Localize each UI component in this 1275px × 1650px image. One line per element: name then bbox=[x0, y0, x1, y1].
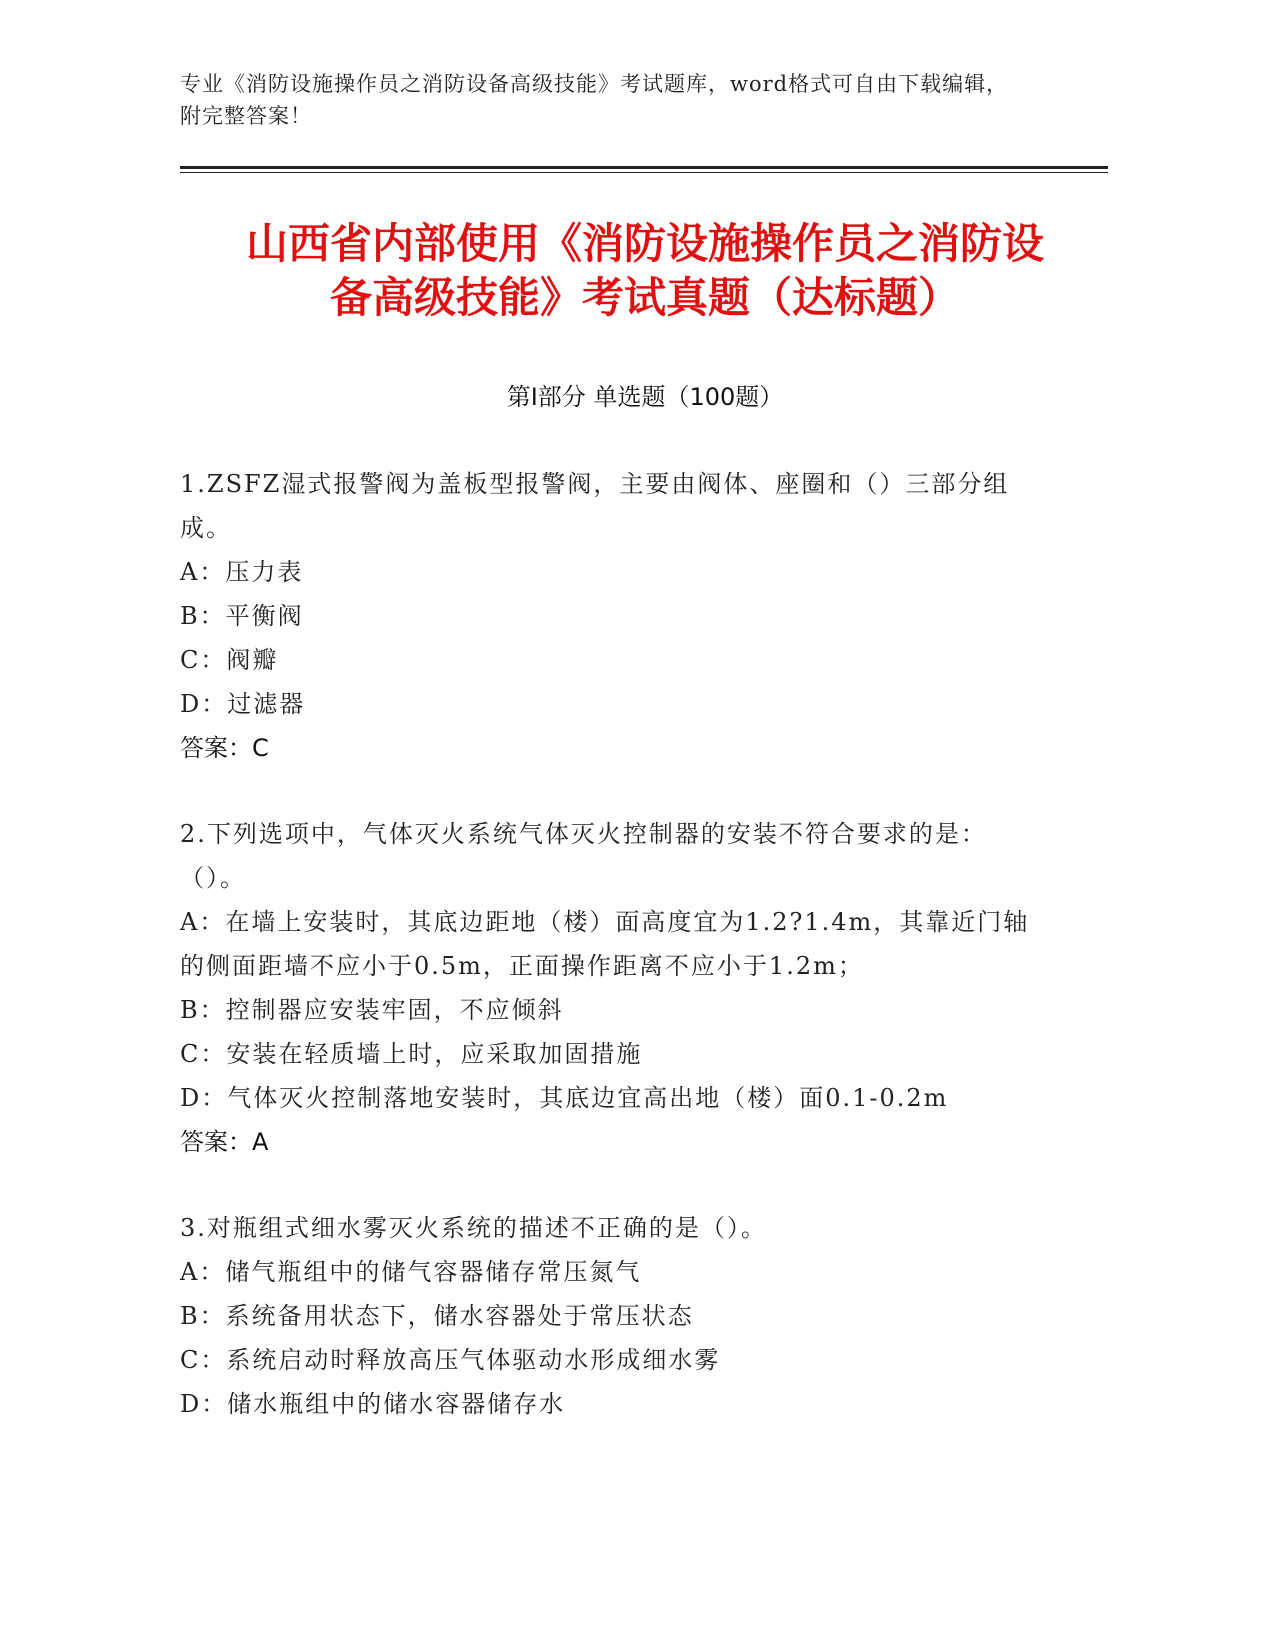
option-d: D：储水瓶组中的储水容器储存水 bbox=[180, 1390, 566, 1418]
answer-line bbox=[180, 1120, 1110, 1164]
question-3 bbox=[180, 1206, 1110, 1426]
answer-value: C bbox=[252, 734, 269, 762]
answer-label: 答案： bbox=[180, 1128, 252, 1156]
question-text: 3.对瓶组式细水雾灭火系统的描述不正确的是（）。 bbox=[180, 1214, 767, 1242]
section-heading: 第I部分 单选题（100题） bbox=[506, 383, 784, 411]
header-rule-thin bbox=[180, 172, 1108, 173]
option-b: B：系统备用状态下，储水容器处于常压状态 bbox=[180, 1302, 694, 1330]
header-note: 专业《消防设施操作员之消防设备高级技能》考试题库，word格式可自由下载编辑，附完整答案！ bbox=[180, 72, 1009, 128]
question-text: 2.下列选项中，气体灭火系统气体灭火控制器的安装不符合要求的是：（）。 bbox=[180, 820, 987, 892]
option-c: C：系统启动时释放高压气体驱动水形成细水雾 bbox=[180, 1346, 721, 1374]
question-list bbox=[180, 462, 1110, 1426]
option-a: A：在墙上安装时，其底边距地（楼）面高度宜为1.2?1.4m，其靠近门轴的侧面距墙不应小于0.5m，正面操作距离不应小于1.2m； bbox=[180, 908, 1030, 980]
option-a: A：压力表 bbox=[180, 558, 304, 586]
question-1 bbox=[180, 462, 1110, 770]
question-2 bbox=[180, 812, 1110, 1164]
option-b: B：控制器应安装牢固，不应倾斜 bbox=[180, 996, 564, 1024]
document-title: 山西省内部使用《消防设施操作员之消防设备高级技能》考试真题（达标题） bbox=[245, 219, 1044, 322]
header-rule-thick bbox=[180, 166, 1108, 169]
option-a: A：储气瓶组中的储气容器储存常压氮气 bbox=[180, 1258, 642, 1286]
option-c: C：安装在轻质墙上时，应采取加固措施 bbox=[180, 1040, 643, 1068]
option-c: C：阀瓣 bbox=[180, 646, 279, 674]
answer-label: 答案： bbox=[180, 734, 252, 762]
document-page bbox=[180, 68, 1110, 1468]
question-text: 1.ZSFZ湿式报警阀为盖板型报警阀，主要由阀体、座圈和（）三部分组成。 bbox=[180, 470, 1010, 542]
answer-value: A bbox=[252, 1128, 269, 1156]
answer-line bbox=[180, 726, 1110, 770]
option-b: B：平衡阀 bbox=[180, 602, 304, 630]
option-d: D：气体灭火控制落地安装时，其底边宜高出地（楼）面0.1-0.2m bbox=[180, 1084, 949, 1112]
option-d: D：过滤器 bbox=[180, 690, 306, 718]
